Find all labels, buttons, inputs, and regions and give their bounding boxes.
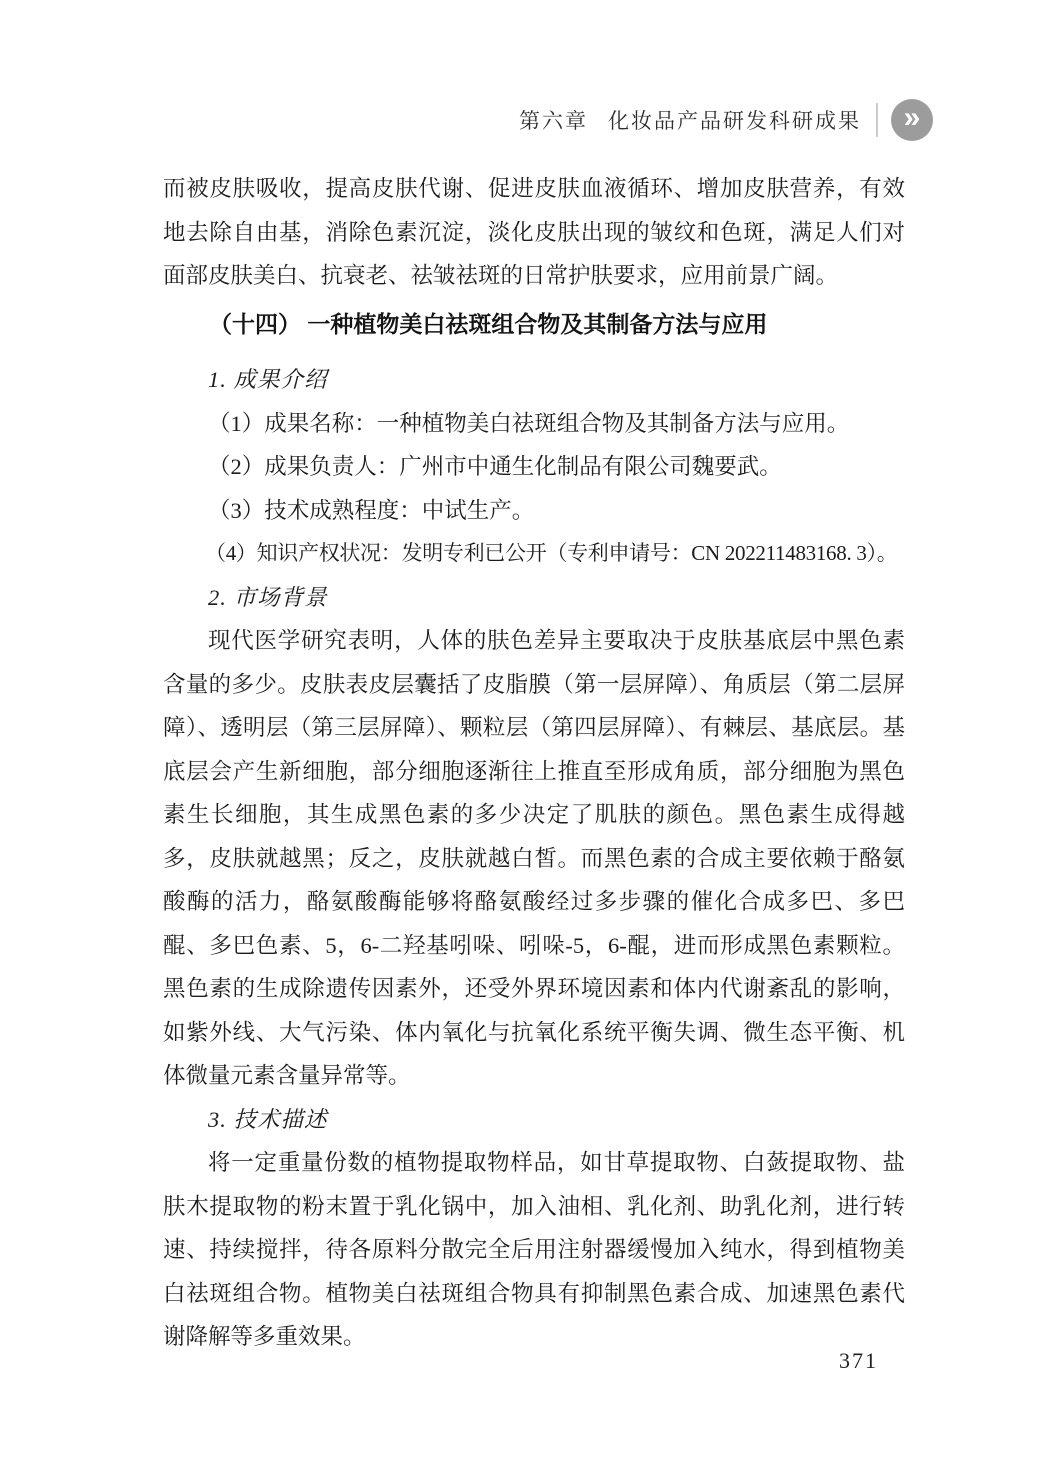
subsection-heading-3: 3. 技术描述: [208, 1106, 328, 1132]
chapter-title: 化妆品产品研发科研成果: [608, 110, 861, 133]
technical-description-paragraph: 将一定重量份数的植物提取物样品，如甘草提取物、白蔹提取物、盐肤木提取物的粉末置于乳化锅中，加入油相、乳化剂、助乳化剂，进行转速、持续搅拌，待各原料分散完全后用注射器缓慢加入纯水，得到植物美白祛斑组合物。植物美白祛斑组合物具有抑制黑色素合成、加速黑色素代谢降解等多重效果。: [163, 1150, 905, 1349]
intro-paragraph: 而被皮肤吸收，提高皮肤代谢、促进皮肤血液循环、增加皮肤营养，有效地去除自由基，消除色素沉淀，淡化皮肤出现的皱纹和色斑，满足人们对面部皮肤美白、抗衰老、祛皱祛斑的日常护肤要求，应用前景广阔。: [163, 176, 905, 288]
page-body: [163, 167, 905, 1359]
subsection-heading-2: 2. 市场背景: [208, 584, 328, 610]
page-header: [519, 99, 933, 141]
section-heading: （十四） 一种植物美白祛斑组合物及其制备方法与应用: [209, 310, 768, 337]
header-divider: [876, 103, 878, 137]
page-number: 371: [839, 1348, 878, 1373]
subsection-heading-1: 1. 成果介绍: [208, 367, 328, 392]
chapter-label: 第六章: [519, 110, 588, 133]
chevron-glyph: »: [903, 101, 921, 134]
list-item-2: （2）成果负责人：广州市中通生化制品有限公司魏要武。: [208, 454, 782, 479]
chevron-double-right-icon: [891, 99, 933, 141]
list-item-4: （4）知识产权状况：发明专利已公开（专利申请号：CN 202211483168. 3）。: [205, 541, 898, 565]
market-background-paragraph: 现代医学研究表明，人体的肤色差异主要取决于皮肤基底层中黑色素含量的多少。皮肤表皮层囊括了皮脂膜（第一层屏障）、角质层（第二层屏障）、透明层（第三层屏障）、颗粒层（第四层屏障）、有棘层、基底层。基底层会产生新细胞，部分细胞逐渐往上推直至形成角质，部分细胞为黑色素生长细胞，其生成黑色素的多少决定了肌肤的颜色。黑色素生成得越多，皮肤就越黑；反之，皮肤就越白皙。而黑色素的合成主要依赖于酪氨酸酶的活力，酪氨酸酶能够将酪氨酸经过多步骤的催化合成多巴、多巴醌、多巴色素、5，6-二羟基吲哚、吲哚-5，6-醌，进而形成黑色素颗粒。黑色素的生成除遗传因素外，还受外界环境因素和体内代谢紊乱的影响，如紫外线、大气污染、体内氧化与抗氧化系统平衡失调、微生态平衡、机体微量元素含量异常等。: [163, 628, 905, 1088]
list-item-1: （1）成果名称：一种植物美白祛斑组合物及其制备方法与应用。: [208, 410, 850, 436]
list-item-3: （3）技术成熟程度：中试生产。: [208, 497, 535, 523]
